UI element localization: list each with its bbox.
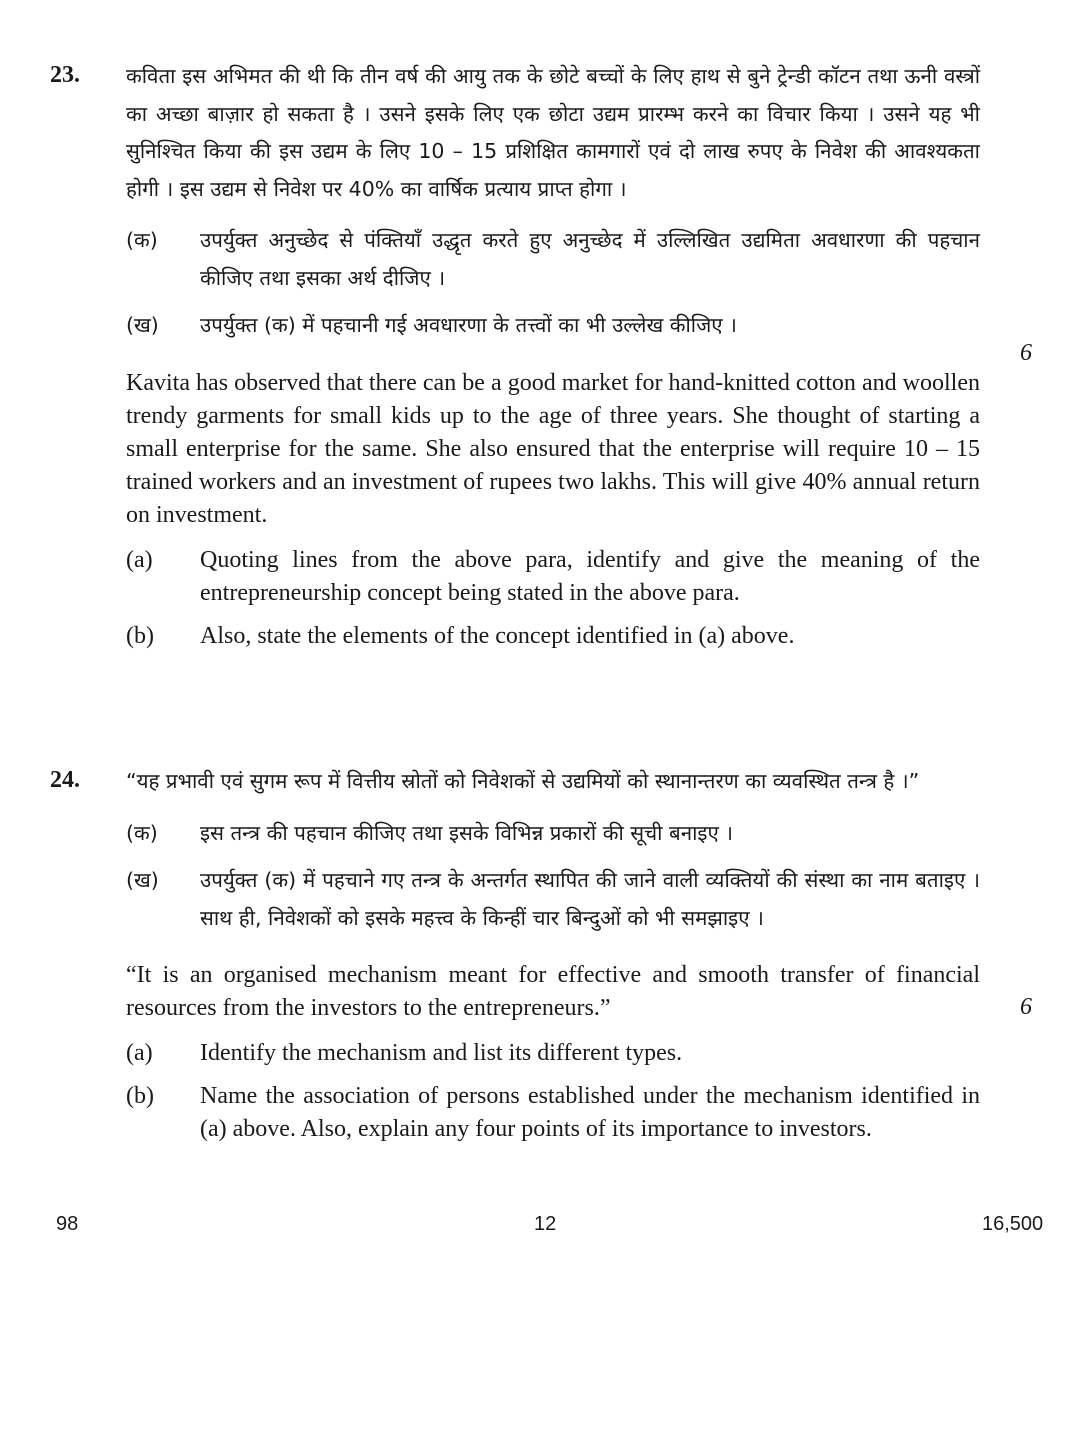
marks-q24: 6 (1020, 994, 1032, 1020)
part-label: (a) (126, 1040, 153, 1066)
hindi-question-text: कविता इस अभिमत की थी कि तीन वर्ष की आयु तक के छोटे बच्चों के लिए हाथ से बुने ट्रेन्डी कॉटन तथा ऊनी वस्त्रों का अच्छा बाज़ार हो सकता है । उसने इसके लिए एक छोटा उद्यम प्रारम्भ करने का विचार किया । उसने यह भी सुनिश्चित किया की इस उद्यम के लिए 10 – 15 प्रशिक्षित कामगारों एवं दो लाख रुपए के निवेश की आवश्यकता होगी । इस उद्यम से निवेश पर 40% का वार्षिक प्रत्याय प्राप्त होगा । (126, 64, 980, 201)
english-question-text: Kavita has observed that there can be a good market for hand-knitted cotton and woollen trendy garments for small kids up to the age of three years. She thought of starting a small enterprise for the same. She also ensured that the enterprise will require 10 – 15 trained workers and an investment of rupees two lakhs. This will give 40% annual return on investment. (126, 369, 980, 528)
hindi-question-text: “यह प्रभावी एवं सुगम रूप में वित्तीय स्रोतों को निवेशकों से उद्यमियों को स्थानान्तरण का व्यवस्थित तन्त्र है ।” (126, 769, 920, 793)
marks-q23: 6 (1020, 340, 1032, 366)
part-label: (b) (126, 1083, 154, 1109)
part-text: Also, state the elements of the concept identified in (a) above. (200, 622, 795, 649)
part-text: उपर्युक्त (क) में पहचाने गए तन्त्र के अन्तर्गत स्थापित की जाने वाली व्यक्तियों की संस्था का नाम बताइए । साथ ही, निवेशकों को इसके महत्त्व के किन्हीं चार बिन्दुओं को भी समझाइए । (200, 868, 980, 930)
part-text: Identify the mechanism and list its different types. (200, 1040, 683, 1066)
hindi-part-ka (126, 815, 980, 853)
question-number: 23. (50, 62, 80, 88)
english-question-text: “It is an organised mechanism meant for effective and smooth transfer of financial resources from the investors to the entrepreneurs.” (126, 962, 980, 1021)
page-number: 12 (534, 1213, 557, 1235)
english-part-a (126, 1037, 980, 1070)
paper-code: 98 (56, 1213, 79, 1235)
part-label: (a) (126, 546, 153, 573)
hindi-part-kha (126, 862, 980, 937)
part-label: (ख) (126, 313, 159, 337)
part-text: उपर्युक्त अनुच्छेद से पंक्तियाँ उद्धृत करते हुए अनुच्छेद में उल्लिखित उद्यमिता अवधारणा की पहचान कीजिए तथा इसका अर्थ दीजिए । (200, 228, 980, 290)
english-part-a (126, 544, 980, 610)
english-part-b (126, 1080, 980, 1146)
question-23 (50, 58, 980, 653)
part-text: इस तन्त्र की पहचान कीजिए तथा इसके विभिन्न प्रकारों की सूची बनाइए । (200, 820, 734, 845)
part-label: (ख) (126, 868, 159, 892)
part-text: Name the association of persons established under the mechanism identified in (a) above. Also, explain any four points of its importance to investors. (200, 1083, 980, 1142)
hindi-part-kha (126, 307, 980, 345)
part-label: (क) (126, 820, 158, 845)
part-label: (b) (126, 622, 154, 649)
part-text: Quoting lines from the above para, identify and give the meaning of the entrepreneurship concept being stated in the above para. (200, 546, 980, 606)
hindi-part-ka (126, 222, 980, 297)
print-count: 16,500 (982, 1213, 1044, 1235)
part-label: (क) (126, 228, 158, 252)
question-number: 24. (50, 767, 80, 793)
part-text: उपर्युक्त (क) में पहचानी गई अवधारणा के तत्त्वों का भी उल्लेख कीजिए । (200, 313, 737, 337)
english-part-b (126, 620, 980, 653)
question-24 (50, 763, 980, 1146)
